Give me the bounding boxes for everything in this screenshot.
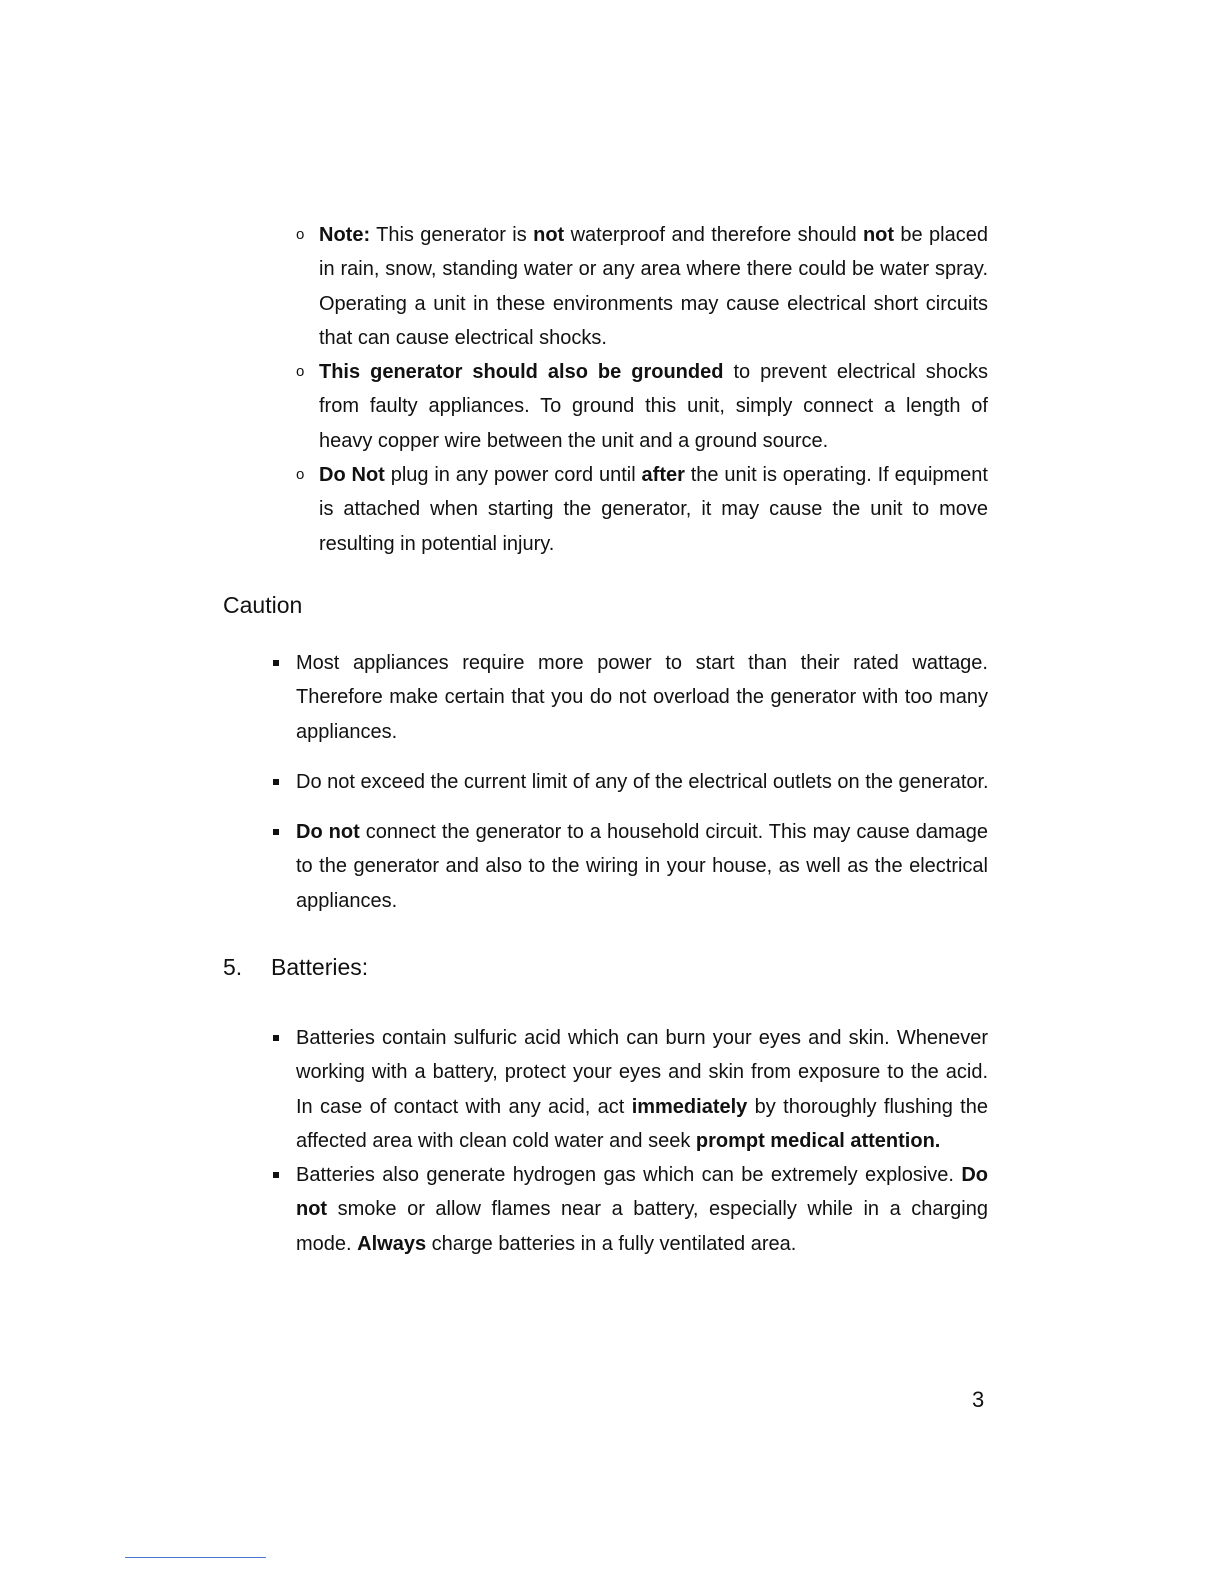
text-run: Batteries contain sulfuric acid which can burn your eyes and skin. Whenever working with a battery, protect your eyes and skin from exposure to the acid. In case of contact with any acid, act [296,1027,988,1118]
section-number: 5. [223,954,243,980]
square-bullet-icon [273,779,279,785]
battery-item-acid [272,1021,988,1158]
section-title: Batteries: [271,954,369,980]
text-run: the unit is operating. If equipment is attached when starting the generator, it may cause the unit to move resulting in potential injury. [319,464,988,555]
text-run: This generator is [370,224,534,246]
text-run: to prevent electrical shocks from faulty appliances. To ground this unit, simply connect a length of heavy copper wire between the unit and a ground source. [319,361,988,452]
text-run: by thoroughly flushing the affected area with clean cold water and seek [296,1095,988,1152]
text-run: Most appliances require more power to start than their rated wattage. Therefore make certain that you do not overload the generator with too many appliances. [296,652,988,743]
note-label: Note: [319,224,371,246]
safety-note-list [296,218,988,561]
page-number: 3 [972,1387,985,1412]
text-run: be placed in rain, snow, standing water or any area where there could be water spray. Operating a unit in these environments may cause electrical short circuits that can cause electrical shocks. [319,224,988,349]
emphasis-text: Always [357,1232,427,1255]
text-run: connect the generator to a household circuit. This may cause damage to the generator and also to the wiring in your house, as well as the electrical appliances. [296,821,988,912]
emphasis-text: not [533,224,565,246]
battery-item-hydrogen [272,1158,988,1261]
text-run: smoke or allow flames near a battery, especially while in a charging mode. [296,1198,988,1255]
bullet-marker: o [296,226,305,243]
caution-item-overload [272,646,988,749]
emphasis-text: prompt medical attention. [695,1129,941,1152]
square-bullet-icon [273,829,279,835]
safety-note-grounding [296,355,988,458]
text-run: Do not exceed the current limit of any of the electrical outlets on the generator. [296,770,989,793]
caution-item-current-limit [272,765,1041,799]
square-bullet-icon [273,1035,279,1041]
caution-item-household-circuit [272,815,988,918]
emphasis-text: after [641,464,685,487]
safety-note-waterproof [296,218,988,355]
batteries-list [272,1021,988,1261]
bullet-marker: o [296,466,305,484]
caution-heading: Caution [223,592,303,618]
emphasis-text: immediately [631,1095,748,1118]
text-run: waterproof and therefore should [564,224,863,246]
emphasis-text: Do not [296,1164,988,1221]
caution-list [272,646,988,918]
text-run: charge batteries in a fully ventilated area. [426,1232,797,1255]
text-run: Batteries also generate hydrogen gas which can be extremely explosive. [296,1164,962,1187]
square-bullet-icon [273,1172,279,1178]
emphasis-text: Do not [296,821,360,844]
text-run: plug in any power cord until [384,464,642,487]
square-bullet-icon [273,660,279,666]
emphasis-text: This generator should also be grounded [319,361,724,384]
safety-note-power-cord [296,458,988,561]
batteries-heading [223,952,368,982]
emphasis-text: Do Not [319,464,385,487]
bullet-marker: o [296,363,305,381]
footer-divider [125,1557,266,1558]
emphasis-text: not [862,224,895,246]
